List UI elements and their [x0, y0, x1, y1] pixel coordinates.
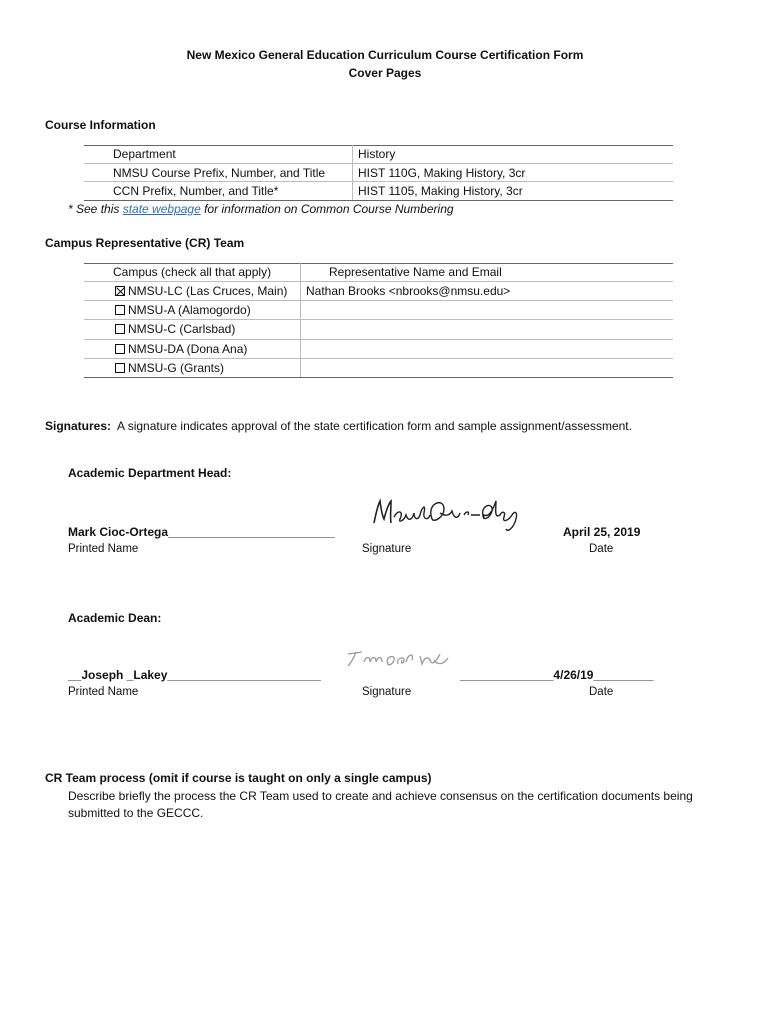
signatures-statement	[45, 419, 632, 433]
course-info-heading: Course Information	[45, 118, 156, 132]
course-info-label: Department	[113, 147, 176, 161]
state-webpage-link[interactable]: state webpage	[122, 202, 201, 216]
course-info-label: NMSU Course Prefix, Number, and Title	[113, 166, 326, 180]
checkbox-icon[interactable]	[115, 344, 125, 354]
dept-head-printed-name: Mark Cioc-Ortega_________________________	[68, 525, 335, 539]
dept-head-signature-image	[368, 493, 520, 535]
campus-label: NMSU-G (Grants)	[128, 361, 224, 375]
campus-option-a[interactable]	[115, 303, 251, 317]
printed-name-label: Printed Name	[68, 543, 139, 555]
form-subtitle: Cover Pages	[348, 66, 422, 80]
footnote-prefix: * See this	[68, 202, 123, 216]
ccn-footnote	[68, 202, 454, 216]
printed-name-label: Printed Name	[68, 686, 139, 698]
dept-head-heading: Academic Department Head:	[68, 466, 232, 480]
dean-heading: Academic Dean:	[68, 611, 162, 625]
col-campus-header: Campus (check all that apply)	[113, 265, 272, 279]
campus-label: NMSU-DA (Dona Ana)	[128, 342, 248, 356]
campus-option-lc[interactable]	[115, 284, 287, 298]
date-label: Date	[589, 543, 614, 555]
campus-option-g[interactable]	[115, 361, 224, 375]
cr-team-heading: Campus Representative (CR) Team	[45, 236, 245, 250]
dean-printed-name: __Joseph _Lakey_______________________	[68, 668, 321, 682]
course-info-value: History	[358, 147, 396, 161]
signature-label: Signature	[362, 543, 412, 555]
checkbox-icon[interactable]	[115, 363, 125, 373]
rep-name-email: Nathan Brooks <nbrooks@nmsu.edu>	[306, 284, 511, 298]
course-info-value: HIST 1105, Making History, 3cr	[358, 184, 523, 198]
checkbox-icon[interactable]	[115, 324, 125, 334]
dean-signature-image	[344, 648, 452, 672]
campus-label: NMSU-A (Alamogordo)	[128, 303, 251, 317]
cr-process-heading: CR Team process (omit if course is taught on only a single campus)	[45, 771, 432, 785]
col-rep-header: Representative Name and Email	[329, 265, 502, 279]
checked-checkbox-icon[interactable]	[115, 286, 125, 296]
cr-process-description: submitted to the GECCC.	[68, 806, 204, 820]
cr-process-description: Describe briefly the process the CR Team used to create and achieve consensus on the certification documents being	[68, 789, 693, 803]
dept-head-date: April 25, 2019	[563, 525, 641, 539]
form-title: New Mexico General Education Curriculum Course Certification Form	[186, 48, 584, 62]
course-info-value: HIST 110G, Making History, 3cr	[358, 166, 526, 180]
signatures-label: Signatures:	[45, 419, 112, 433]
signature-label: Signature	[362, 686, 412, 698]
campus-label: NMSU-LC (Las Cruces, Main)	[128, 284, 288, 298]
footnote-suffix: for information on Common Course Numbering	[200, 202, 454, 216]
course-info-label: CCN Prefix, Number, and Title*	[113, 184, 279, 198]
signatures-text: A signature indicates approval of the state certification form and sample assignment/assessment.	[117, 419, 632, 433]
dean-date: ______________4/26/19_________	[460, 668, 654, 682]
campus-label: NMSU-C (Carlsbad)	[128, 322, 236, 336]
campus-option-da[interactable]	[115, 342, 247, 356]
checkbox-icon[interactable]	[115, 305, 125, 315]
campus-option-c[interactable]	[115, 322, 235, 336]
date-label: Date	[589, 686, 614, 698]
